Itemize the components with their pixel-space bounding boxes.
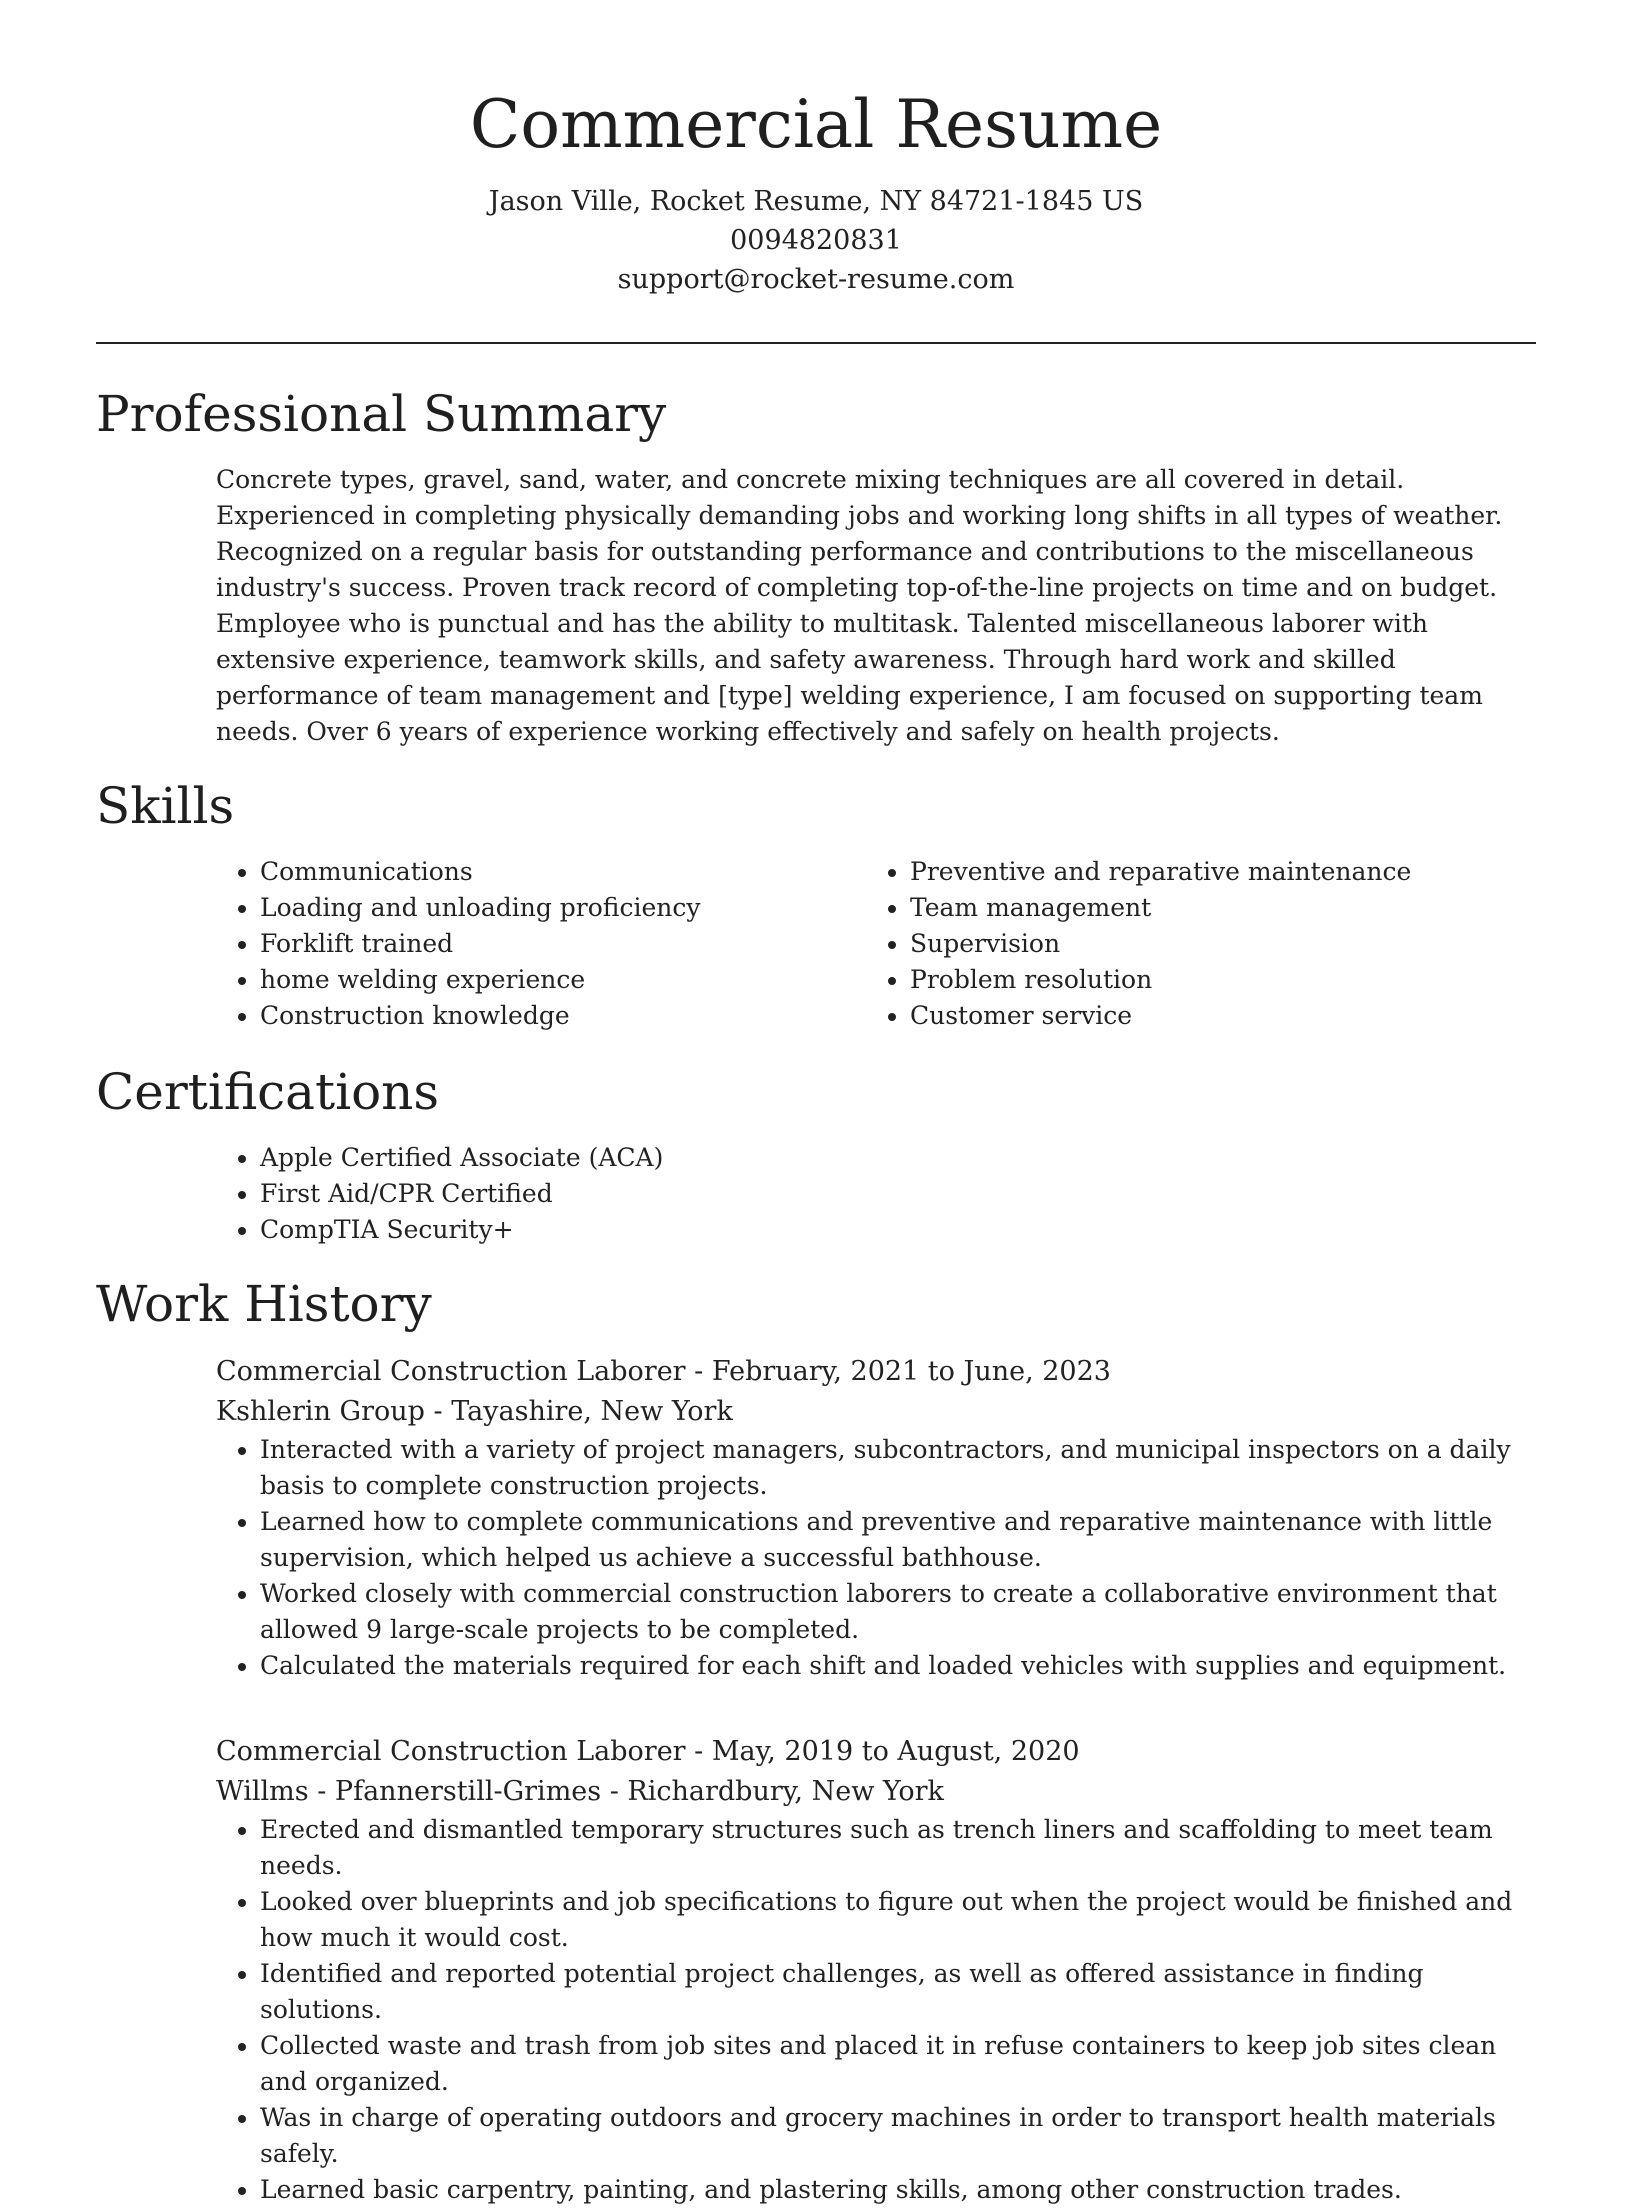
contact-block	[96, 182, 1536, 299]
job-duty-item: • Collected waste and trash from job sites and placed it in refuse containers to keep job sites clean and organized.	[260, 2028, 1536, 2100]
skill-item: • Team management	[910, 890, 1516, 926]
resume-title: Commercial Resume	[469, 86, 1163, 163]
job-duty-item: • Calculated the materials required for each shift and loaded vehicles with supplies and equipment.	[260, 1648, 1536, 1684]
summary-text: Concrete types, gravel, sand, water, and concrete mixing techniques are all covered in detail. Experienced in completing physically demanding jobs and working long shifts in all types of weather. Recognized on a regular basis for outstanding performance and contributions to the miscellaneous industry's success. Proven track record of completing top-of-the-line projects on time and on budget. Employee who is punctual and has the ability to multitask. Talented miscellaneous laborer with extensive experience, teamwork skills, and safety awareness. Through hard work and skilled performance of team management and [type] welding experience, I am focused on supporting team needs. Over 6 years of experience working effectively and safely on health projects.	[216, 465, 1503, 746]
skill-item: • Supervision	[910, 926, 1516, 962]
job-entry-1	[216, 1352, 1536, 1684]
job-duty-item: • Looked over blueprints and job specifications to figure out when the project would be finished and how much it would cost.	[260, 1884, 1536, 1956]
skill-item: • Problem resolution	[910, 962, 1516, 998]
job-duties-list	[216, 1812, 1536, 2208]
job-title-line: Commercial Construction Laborer - February, 2021 to June, 2023	[216, 1356, 1111, 1387]
skill-item: • Preventive and reparative maintenance	[910, 854, 1516, 890]
skills-heading: Skills	[96, 777, 235, 835]
skills-column-left	[216, 854, 866, 1034]
work-history-heading: Work History	[96, 1275, 432, 1333]
contact-phone: 0094820831	[730, 225, 902, 256]
certifications-list	[216, 1140, 1536, 1248]
job-duty-item: • Interacted with a variety of project managers, subcontractors, and municipal inspectors on a daily basis to complete construction projects.	[260, 1432, 1536, 1504]
job-duty-item: • Learned basic carpentry, painting, and plastering skills, among other construction trades.	[260, 2172, 1536, 2208]
header-divider	[96, 342, 1536, 344]
summary-heading: Professional Summary	[96, 385, 667, 443]
certification-item: • CompTIA Security+	[260, 1212, 1536, 1248]
skills-list	[216, 854, 1536, 1034]
skill-item: • Customer service	[910, 998, 1516, 1034]
resume-header	[96, 80, 1536, 299]
skill-item: • Communications	[260, 854, 866, 890]
job-duty-item: • Identified and reported potential project challenges, as well as offered assistance in finding solutions.	[260, 1956, 1536, 2028]
job-duty-item: • Erected and dismantled temporary structures such as trench liners and scaffolding to meet team needs.	[260, 1812, 1536, 1884]
job-duty-item: • Worked closely with commercial construction laborers to create a collaborative environment that allowed 9 large-scale projects to be completed.	[260, 1576, 1536, 1648]
job-duty-item: • Learned how to complete communications and preventive and reparative maintenance with little supervision, which helped us achieve a successful bathhouse.	[260, 1504, 1536, 1576]
certification-item: • Apple Certified Associate (ACA)	[260, 1140, 1536, 1176]
job-title-line: Commercial Construction Laborer - May, 2019 to August, 2020	[216, 1736, 1080, 1767]
skill-item: • Forklift trained	[260, 926, 866, 962]
job-entry-2	[216, 1732, 1536, 2208]
skill-item: • Construction knowledge	[260, 998, 866, 1034]
skills-column-right	[866, 854, 1516, 1034]
certifications-heading: Certifications	[96, 1063, 440, 1121]
job-company-line: Willms - Pfannerstill-Grimes - Richardbury, New York	[216, 1776, 944, 1807]
job-duties-list	[216, 1432, 1536, 1684]
contact-address: Jason Ville, Rocket Resume, NY 84721-1845 US	[488, 186, 1144, 217]
job-duty-item: • Was in charge of operating outdoors and grocery machines in order to transport health materials safely.	[260, 2100, 1536, 2172]
skill-item: • home welding experience	[260, 962, 866, 998]
job-company-line: Kshlerin Group - Tayashire, New York	[216, 1396, 733, 1427]
contact-email[interactable]: support@rocket-resume.com	[617, 264, 1015, 295]
summary-section	[216, 462, 1536, 750]
skill-item: • Loading and unloading proficiency	[260, 890, 866, 926]
certification-item: • First Aid/CPR Certified	[260, 1176, 1536, 1212]
